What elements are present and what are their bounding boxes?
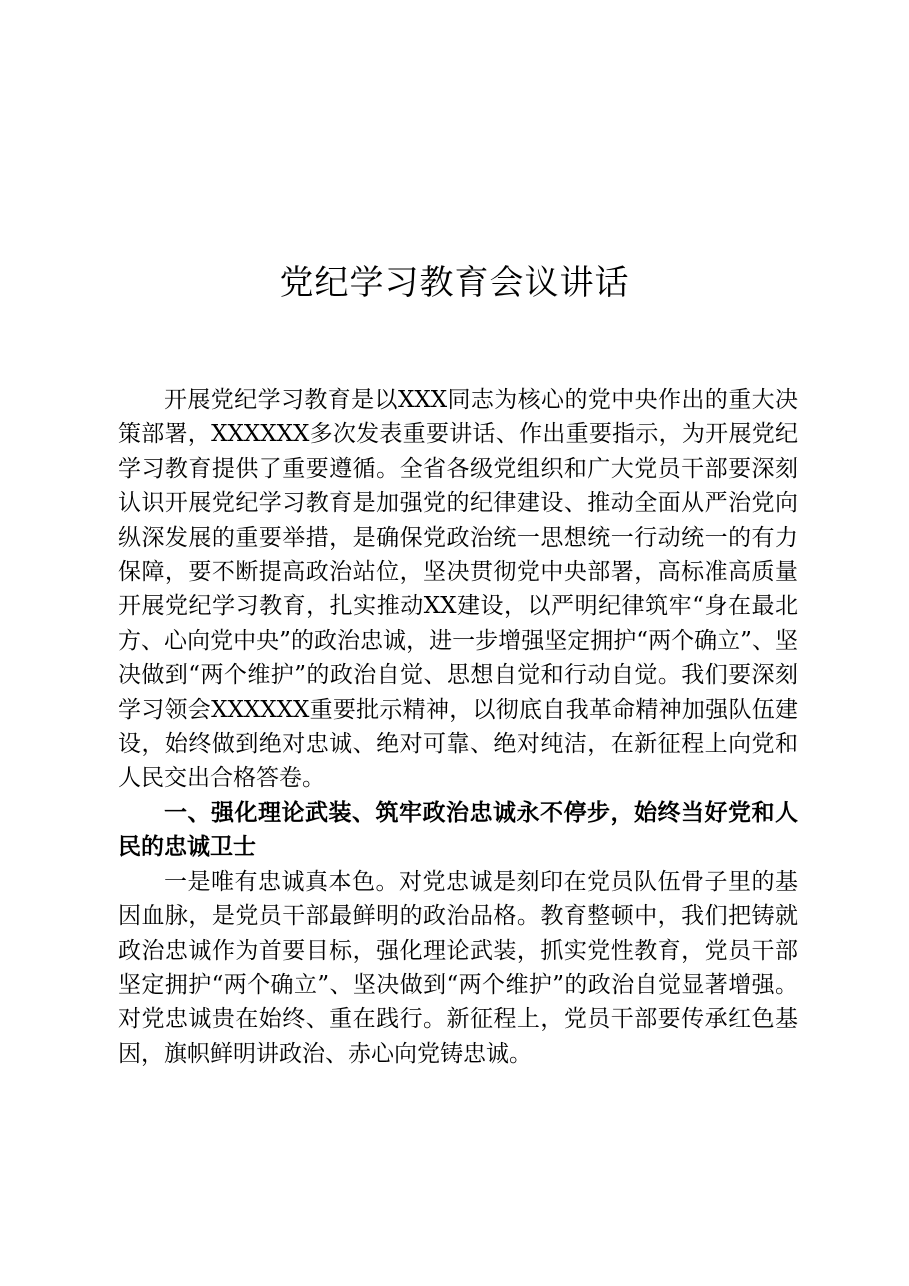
section-1-paragraph-1: 一是唯有忠诚真本色。对党忠诚是刻印在党员队伍骨子里的基因血脉，是党员干部最鲜明的政治品格。教育整顿中，我们把铸就政治忠诚作为首要目标，强化理论武装，抓实党性教育，党员干部坚定拥护“两个确立”、坚决做到“两个维护”的政治自觉显著增强。对党忠诚贵在始终、重在践行。新征程上，党员干部要传承红色基因，旗帜鲜明讲政治、赤心向党铸忠诚。 <box>118 868 798 1067</box>
document-body <box>118 383 798 1071</box>
intro-paragraph: 开展党纪学习教育是以XXX同志为核心的党中央作出的重大决策部署，XXXXXX多次发表重要讲话、作出重要指示，为开展党纪学习教育提供了重要遵循。全省各级党组织和广大党员干部要深刻认识开展党纪学习教育是加强党的纪律建设、推动全面从严治党向纵深发展的重要举措，是确保党政治统一思想统一行动统一的有力保障，要不断提高政治站位，坚决贯彻党中央部署，高标准高质量开展党纪学习教育，扎实推动XX建设，以严明纪律筑牢“身在最北方、心向党中央”的政治忠诚，进一步增强坚定拥护“两个确立”、坚决做到“两个维护”的政治自觉、思想自觉和行动自觉。我们要深刻学习领会XXXXXX重要批示精神，以彻底自我革命精神加强队伍建设，始终做到绝对忠诚、绝对可靠、绝对纯洁，在新征程上向党和人民交出合格答卷。 <box>118 387 798 792</box>
section-heading-1: 一、强化理论武装、筑牢政治忠诚永不停步，始终当好党和人民的忠诚卫士 <box>118 799 798 861</box>
document-title: 党纪学习教育会议讲话 <box>279 263 630 303</box>
